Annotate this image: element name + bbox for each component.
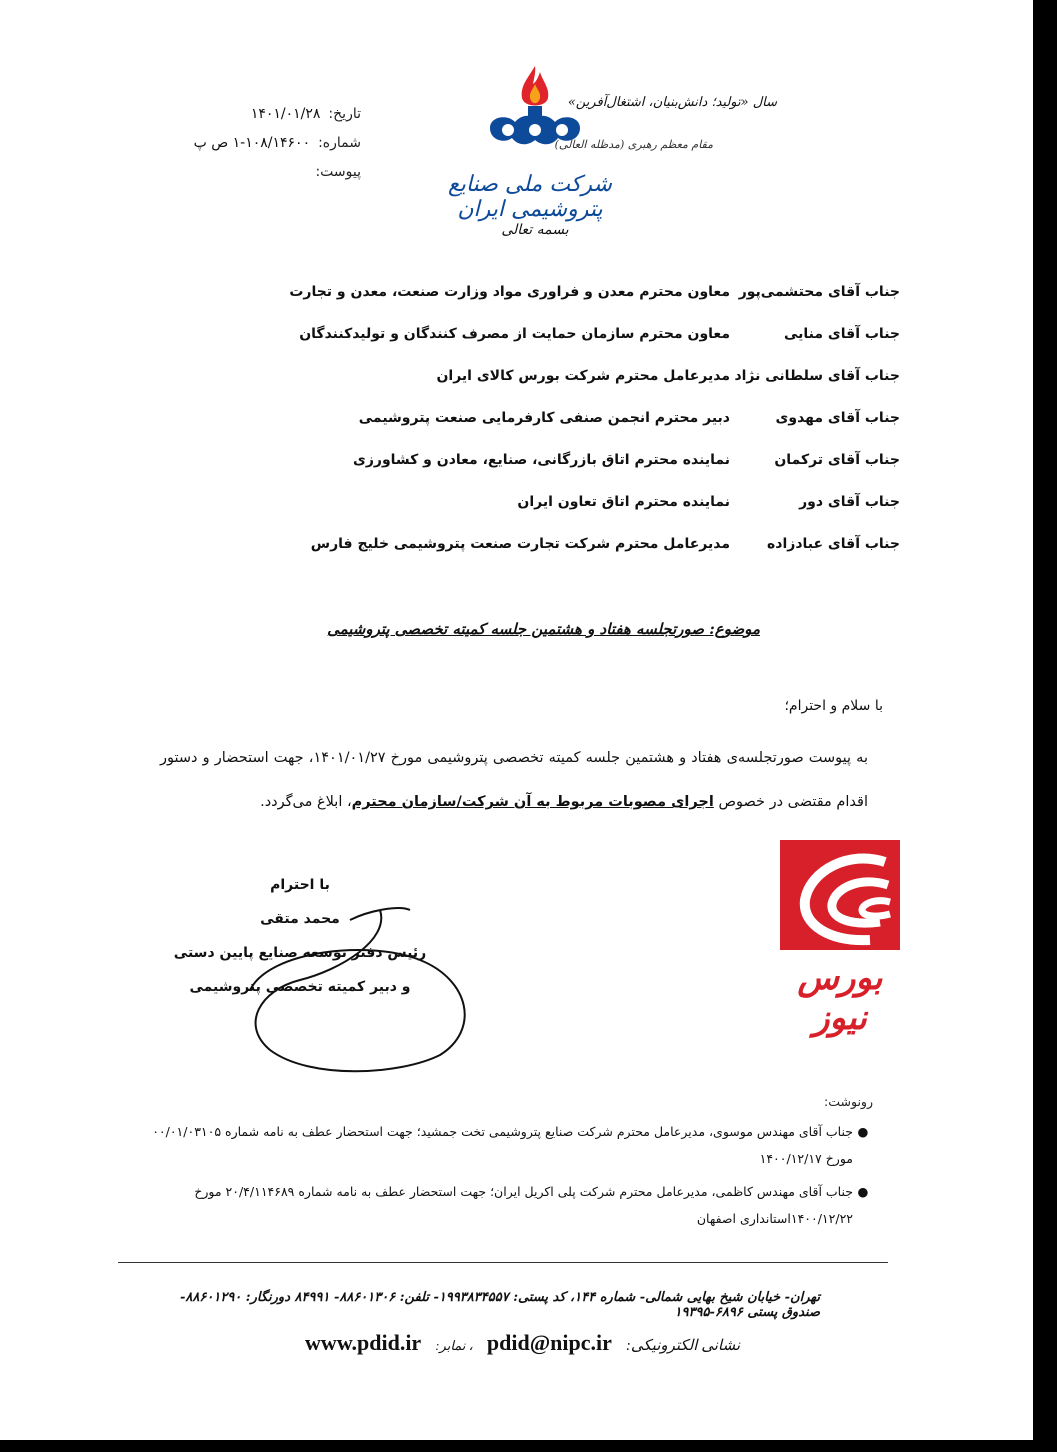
recipient-name: جناب آقای عبادزاده: [767, 536, 900, 552]
attachment-label: پیوست:: [315, 164, 361, 180]
recipient-row: [250, 452, 900, 494]
recipient-name: جناب آقای محتشمی‌پور: [738, 284, 900, 300]
slogan-attribution: مقام معظم رهبری (مدظله العالی): [554, 138, 713, 151]
body-text-part1: به پیوست صورتجلسه‌ی هفتاد و هشتمین جلسه کمیته تخصصی پتروشیمی مورخ ۱۴۰۱/۰۱/۲۷، جهت استحضار و دستور اقدام مقتضی در خصوص: [160, 750, 868, 810]
recipient-name: جناب آقای ترکمان: [774, 452, 900, 468]
bismillah: بسمه تعالی: [501, 222, 569, 238]
body-paragraph: [160, 736, 868, 824]
recipient-row: [250, 536, 900, 578]
website-url: www.pdid.ir: [305, 1330, 422, 1355]
recipient-name: جناب آقای دور: [799, 494, 900, 510]
cc-item: [140, 1178, 873, 1232]
number-value: ۱-۱۰۸/۱۴۶۰۰ ص پ: [193, 135, 311, 151]
closing: با احترام: [270, 877, 330, 893]
contact-separator: ، نمابر:: [435, 1338, 473, 1353]
footer-divider: [118, 1262, 888, 1263]
bullet-icon: ●: [857, 1184, 869, 1199]
handwritten-signature: [230, 880, 490, 1080]
cc-item: [140, 1118, 873, 1172]
body-text-highlight: اجرای مصوبات مربوط به آن شرکت/سازمان محترم: [351, 794, 714, 810]
attachment-row: [131, 158, 361, 187]
date-label: تاریخ:: [328, 106, 361, 122]
number-label: شماره:: [318, 135, 361, 151]
date-value: ۱۴۰۱/۰۱/۲۸: [250, 106, 321, 122]
recipient-name: جناب آقای منایی: [784, 326, 900, 342]
cc-item-text: جناب آقای مهندس موسوی، مدیرعامل محترم شرکت صنایع پتروشیمی تخت جمشید؛ جهت استحضار عطف به نامه شماره ۰۰/۰۱/۰۳۱۰۵ مورخ ۱۴۰۰/۱۲/۱۷: [152, 1124, 853, 1166]
recipient-name: جناب آقای مهدوی: [775, 410, 900, 426]
recipient-title: مدیرعامل محترم شرکت بورس کالای ایران: [436, 368, 730, 384]
company-name: شرکت ملی صنایع پتروشیمی ایران: [448, 172, 612, 222]
body-text-part2: ، ابلاغ می‌گردد.: [260, 794, 352, 810]
recipient-name: جناب آقای سلطانی نژاد: [734, 368, 900, 384]
signer-position: رئیس دفتر توسعه صنایع پایین دستی: [173, 945, 427, 961]
recipient-row: [250, 368, 900, 410]
recipient-row: [250, 284, 900, 326]
recipient-title: معاون محترم معدن و فراوری مواد وزارت صنعت، معدن و تجارت: [289, 284, 730, 300]
footer-address: تهران- خیابان شیخ بهایی شمالی- شماره ۱۴۴، کد پستی: ۱۹۹۳۸۳۴۵۵۷- تلفن: ۸۸۶۰۱۳۰۶- ۸۴۹۹۱ دورنگار: ۸۸۶۰۱۲۹۰- صندوق پستی ۶۸۹۶-۱۹۳۹۵: [180, 1290, 820, 1320]
nipc-logo: [470, 58, 600, 168]
signer-name: محمد متقی: [260, 911, 340, 927]
email-address: pdid@nipc.ir: [486, 1330, 612, 1355]
date-row: [131, 100, 361, 129]
letter-subject: موضوع: صورتجلسه هفتاد و هشتمین جلسه کمیته تخصصی پتروشیمی: [327, 620, 760, 638]
recipient-row: [250, 494, 900, 536]
bourse-news-text: بورس نیوز: [797, 958, 883, 1038]
year-slogan: سال «تولید؛ دانش‌بنیان، اشتغال‌آفرین»: [567, 95, 777, 110]
signer-position-2: و دبیر کمیته تخصصی پتروشیمی: [189, 979, 411, 995]
letter-meta: [131, 100, 361, 187]
cc-label: رونوشت:: [824, 1094, 873, 1109]
footer-contact: [260, 1330, 740, 1356]
recipient-title: مدیرعامل محترم شرکت تجارت صنعت پتروشیمی خلیج فارس: [310, 536, 730, 552]
recipient-title: نماینده محترم اتاق تعاون ایران: [517, 494, 730, 510]
recipient-title: نماینده محترم اتاق بازرگانی، صنایع، معادن و کشاورزی: [353, 452, 730, 468]
bullet-icon: ●: [857, 1124, 869, 1139]
recipient-title: دبیر محترم انجمن صنفی کارفرمایی صنعت پتروشیمی: [358, 410, 730, 426]
cc-item-text: جناب آقای مهندس کاظمی، مدیرعامل محترم شرکت پلی اکریل ایران؛ جهت استحضار عطف به نامه شماره ۲۰/۴/۱۱۴۶۸۹ مورخ ۱۴۰۰/۱۲/۲۲استانداری اصفهان: [194, 1184, 853, 1226]
greeting: با سلام و احترام؛: [784, 698, 883, 714]
recipient-title: معاون محترم سازمان حمایت از مصرف کنندگان و تولیدکنندگان: [299, 326, 730, 342]
number-row: [131, 129, 361, 158]
email-label: نشانی الکترونیکی:: [625, 1338, 740, 1354]
recipient-list: [250, 284, 900, 578]
cc-list: [140, 1118, 873, 1232]
recipient-row: [250, 326, 900, 368]
recipient-row: [250, 410, 900, 452]
